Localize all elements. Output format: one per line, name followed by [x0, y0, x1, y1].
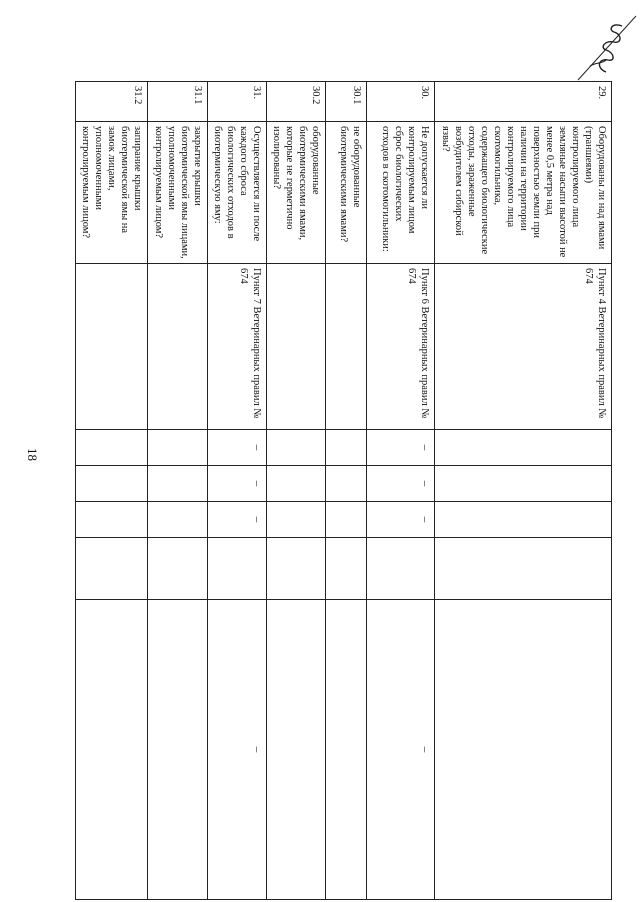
answer-yes-cell — [326, 430, 367, 466]
row-number: 31. — [207, 82, 266, 122]
question-cell: оборудованные биотермическими ямами, которые не герметично изолированы? — [266, 122, 325, 264]
requirement-cell — [76, 264, 148, 430]
rotated-checklist-table — [75, 81, 612, 899]
requirement-cell — [266, 264, 325, 430]
answer-no-cell — [435, 466, 612, 502]
answer-no-cell — [266, 466, 325, 502]
answer-yes-cell — [148, 430, 207, 466]
comment-cell — [76, 538, 148, 600]
row-number: 31.2 — [76, 82, 148, 122]
row-number: 31.1 — [148, 82, 207, 122]
comment-cell — [207, 538, 266, 600]
notes-cell — [326, 600, 367, 900]
row-number: 30. — [367, 82, 435, 122]
requirement-cell: Пункт 6 Ветеринарных правил № 674 — [367, 264, 435, 430]
notes-cell — [76, 600, 148, 900]
question-cell: закрытие крышки биотермической ямы лицами, уполномоченными контролируемым лицом? — [148, 122, 207, 264]
answer-no-cell: – — [367, 466, 435, 502]
table-row — [326, 82, 367, 900]
question-cell: Не допускается ли контролируемым лицом сброс биологических отходов в скотомогильники: — [367, 122, 435, 264]
table-row — [207, 82, 266, 900]
requirement-cell: Пункт 4 Ветеринарных правил № 674 — [435, 264, 612, 430]
answer-yes-cell — [76, 430, 148, 466]
row-number: 30.2 — [266, 82, 325, 122]
table-row — [266, 82, 325, 900]
requirement-cell — [148, 264, 207, 430]
answer-no-cell: – — [207, 466, 266, 502]
table-row — [367, 82, 435, 900]
answer-na-cell — [266, 502, 325, 538]
notes-cell: – — [367, 600, 435, 900]
comment-cell — [435, 538, 612, 600]
comment-cell — [326, 538, 367, 600]
table-row — [76, 82, 148, 900]
notes-cell — [266, 600, 325, 900]
comment-cell — [266, 538, 325, 600]
question-cell: Осуществляется ли после каждого сброса биологических отходов в биотермическую яму: — [207, 122, 266, 264]
comment-cell — [148, 538, 207, 600]
answer-no-cell — [326, 466, 367, 502]
answer-no-cell — [148, 466, 207, 502]
answer-yes-cell — [435, 430, 612, 466]
question-cell: не оборудованные биотермическими ямами? — [326, 122, 367, 264]
answer-na-cell: – — [207, 502, 266, 538]
table-row — [148, 82, 207, 900]
requirement-cell — [326, 264, 367, 430]
answer-na-cell: – — [367, 502, 435, 538]
comment-cell — [367, 538, 435, 600]
answer-no-cell — [76, 466, 148, 502]
answer-na-cell — [435, 502, 612, 538]
handwritten-signature — [572, 6, 638, 84]
answer-na-cell — [326, 502, 367, 538]
row-number: 30.1 — [326, 82, 367, 122]
row-number: 29. — [435, 82, 612, 122]
answer-yes-cell: – — [207, 430, 266, 466]
notes-cell: – — [207, 600, 266, 900]
answer-yes-cell — [266, 430, 325, 466]
page-number: 18 — [25, 448, 40, 461]
notes-cell — [148, 600, 207, 900]
question-cell: запирание крышки биотермической ямы на замок лицами, уполномоченными контролируемым лицом? — [76, 122, 148, 264]
answer-yes-cell: – — [367, 430, 435, 466]
checklist-table — [75, 81, 612, 900]
question-cell: Оборудованы ли над ямами (траншеями) контролируемого лица земляные насыпи высотой не менее 0,5 метра над поверхностью земли при наличии на территории контролируемого лица скотомогильника, содержащего биологические отходы, зараженные возбудителем сибирской язвы? — [435, 122, 612, 264]
notes-cell — [435, 600, 612, 900]
answer-na-cell — [148, 502, 207, 538]
answer-na-cell — [76, 502, 148, 538]
requirement-cell: Пункт 7 Ветеринарных правил № 674 — [207, 264, 266, 430]
table-row — [435, 82, 612, 900]
